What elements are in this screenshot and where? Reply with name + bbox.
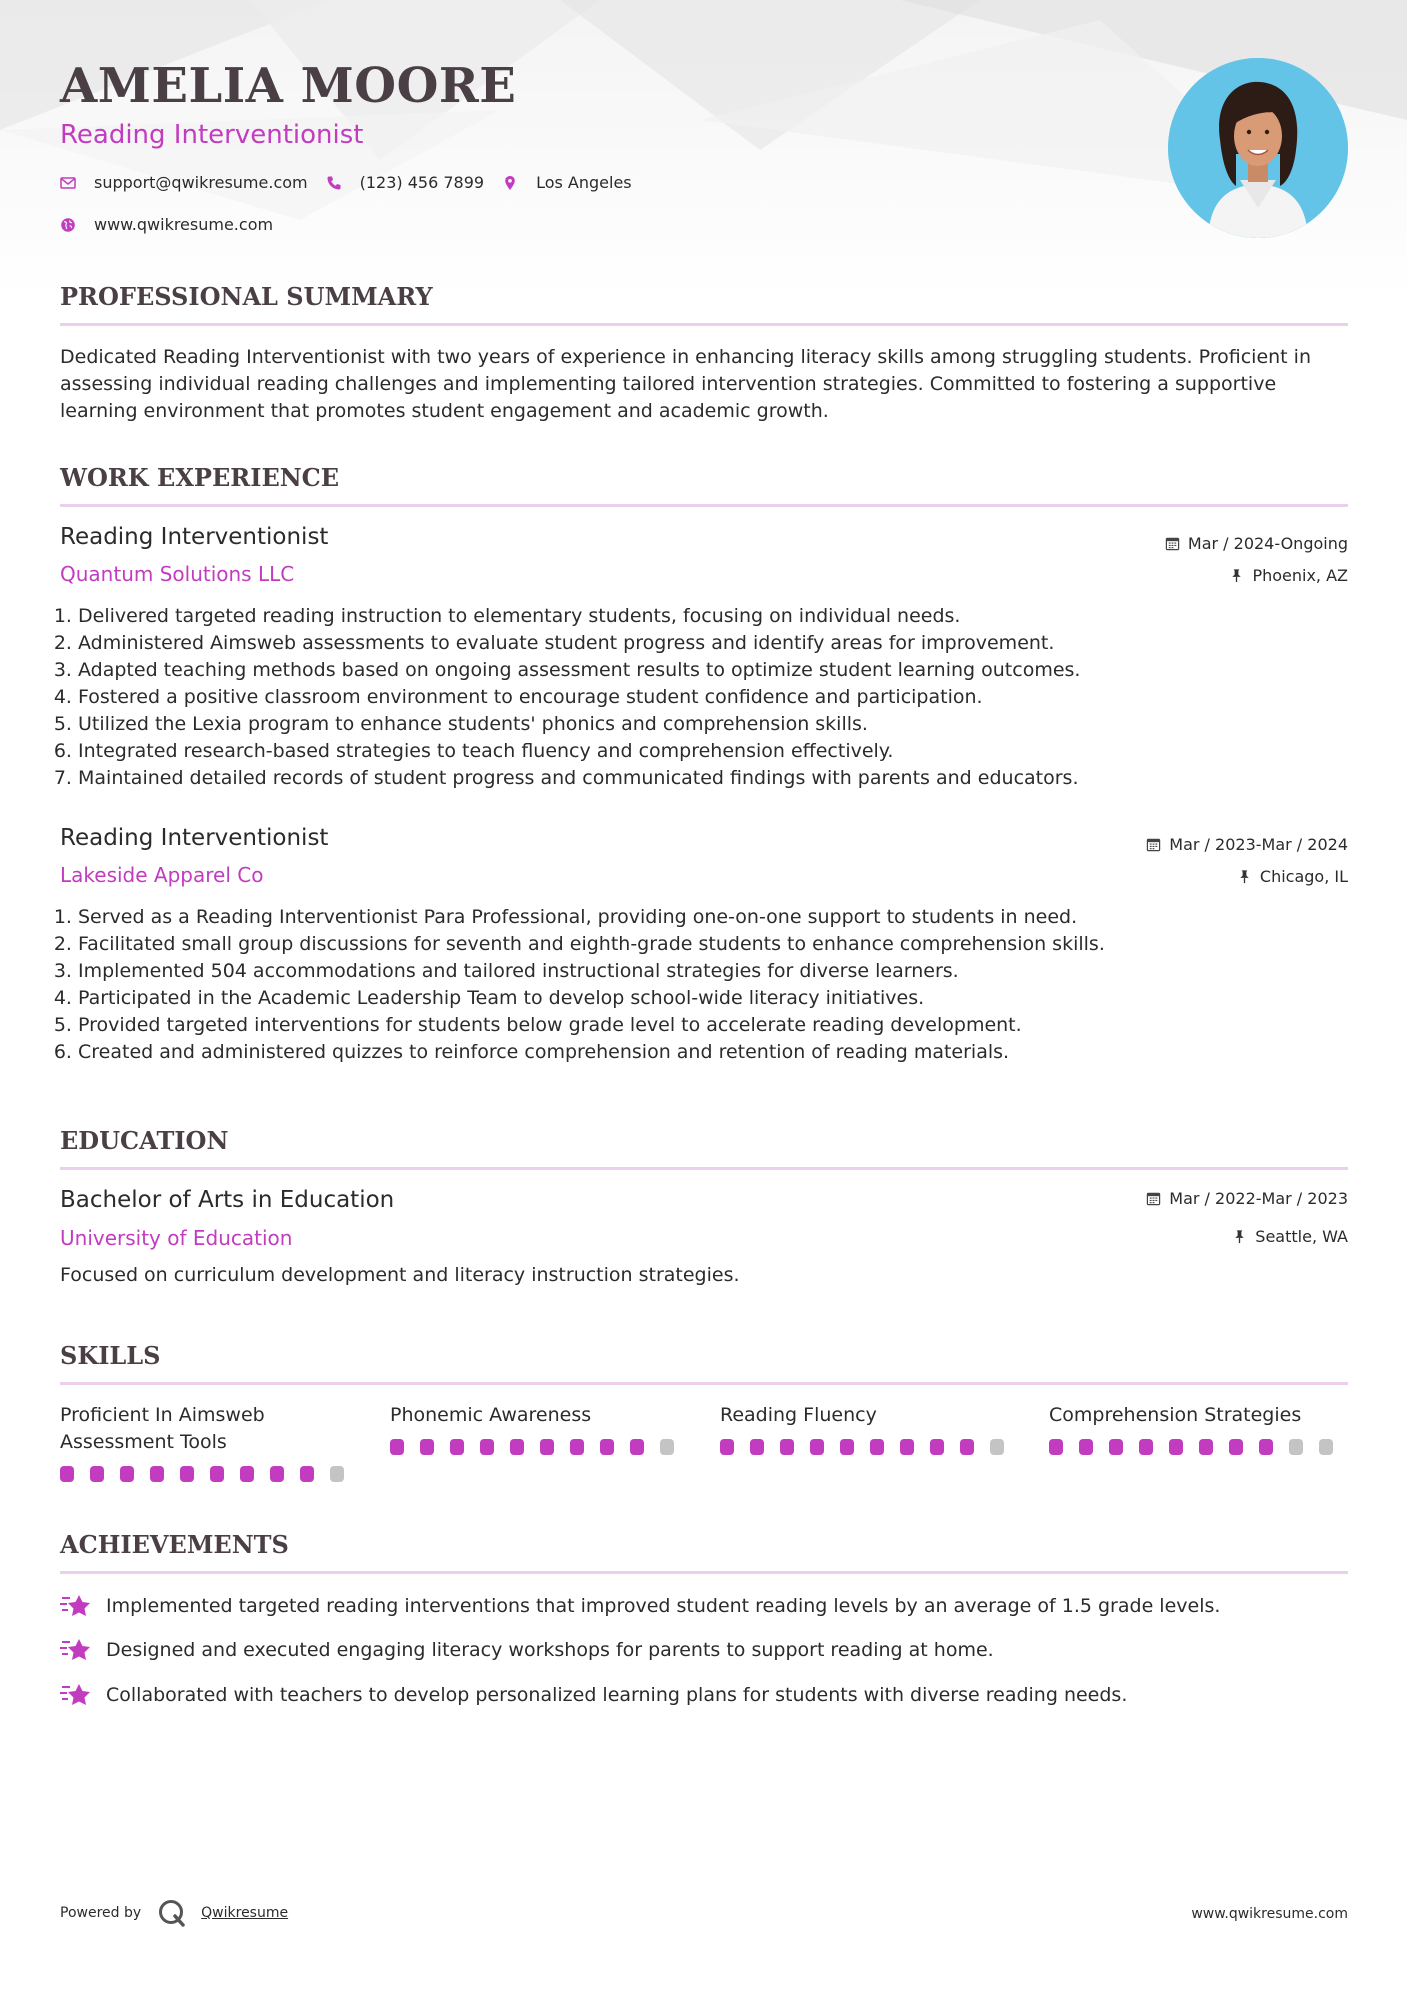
education-dates-text: Mar / 2022-Mar / 2023 bbox=[1169, 1189, 1348, 1208]
job-location-text: Chicago, IL bbox=[1259, 867, 1348, 886]
qwikresume-logo-icon bbox=[157, 1898, 187, 1928]
pushpin-icon bbox=[1237, 869, 1252, 884]
education-dates bbox=[1146, 1189, 1348, 1208]
skill-dot-filled bbox=[120, 1466, 134, 1482]
skill-dot-filled bbox=[750, 1439, 764, 1455]
skill-dot-filled bbox=[540, 1439, 554, 1455]
contact-row-website bbox=[60, 215, 291, 234]
phone-text: (123) 456 7899 bbox=[359, 173, 485, 192]
section-heading-experience: WORK EXPERIENCE bbox=[60, 463, 1348, 507]
education-description: Focused on curriculum development and literacy instruction strategies. bbox=[60, 1264, 740, 1286]
calendar-icon bbox=[1146, 837, 1161, 852]
section-heading-achievements: ACHIEVEMENTS bbox=[60, 1530, 1348, 1574]
job-location bbox=[1237, 867, 1348, 886]
list-item: 3. Implemented 504 accommodations and tailored instructional strategies for diverse learners. bbox=[78, 958, 1348, 985]
list-item: 6. Integrated research-based strategies to teach fluency and comprehension effectively. bbox=[78, 738, 1348, 765]
skill-dot-filled bbox=[570, 1439, 584, 1455]
pushpin-icon bbox=[1229, 568, 1244, 583]
skill-item bbox=[720, 1402, 1020, 1455]
job-location-text: Phoenix, AZ bbox=[1252, 566, 1348, 585]
school-name: University of Education bbox=[60, 1226, 293, 1250]
achievement-text: Collaborated with teachers to develop personalized learning plans for students with diverse reading needs. bbox=[106, 1684, 1128, 1706]
skill-dot-filled bbox=[1079, 1439, 1093, 1455]
skill-name: Reading Fluency bbox=[720, 1404, 877, 1426]
skill-dot-filled bbox=[1139, 1439, 1153, 1455]
achievement-text: Designed and executed engaging literacy workshops for parents to support reading at home. bbox=[106, 1639, 994, 1661]
job-duties-list bbox=[60, 603, 1348, 792]
list-item: 3. Adapted teaching methods based on ongoing assessment results to optimize student learning outcomes. bbox=[78, 657, 1348, 684]
section-heading-education: EDUCATION bbox=[60, 1126, 1348, 1170]
skill-dot-filled bbox=[840, 1439, 854, 1455]
skill-name: Comprehension Strategies bbox=[1049, 1404, 1302, 1426]
globe-icon bbox=[60, 217, 76, 233]
profile-photo bbox=[1168, 58, 1348, 238]
list-item: 2. Facilitated small group discussions for seventh and eighth-grade students to enhance comprehension skills. bbox=[78, 931, 1348, 958]
skill-rating bbox=[390, 1439, 690, 1455]
footer-url[interactable]: www.qwikresume.com bbox=[1191, 1906, 1348, 1922]
skill-dot-filled bbox=[90, 1466, 104, 1482]
calendar-icon bbox=[1146, 1191, 1161, 1206]
skill-dot-filled bbox=[1109, 1439, 1123, 1455]
skill-dot-empty bbox=[660, 1439, 674, 1455]
list-item: 5. Provided targeted interventions for students below grade level to accelerate reading development. bbox=[78, 1012, 1348, 1039]
list-item: 4. Fostered a positive classroom environment to encourage student confidence and participation. bbox=[78, 684, 1348, 711]
map-pin-icon bbox=[502, 175, 518, 191]
summary-text: Dedicated Reading Interventionist with two years of experience in enhancing literacy skills among struggling students. Proficient in assessing individual reading challenges and implementing tailored intervention strategies. Committed to fostering a supportive learning environment that promotes student engagement and academic growth. bbox=[60, 346, 1311, 422]
section-heading-skills: SKILLS bbox=[60, 1341, 1348, 1385]
skill-dot-filled bbox=[1199, 1439, 1213, 1455]
website-text: www.qwikresume.com bbox=[94, 215, 274, 234]
skill-name: Phonemic Awareness bbox=[390, 1404, 592, 1426]
education-location-text: Seattle, WA bbox=[1255, 1227, 1348, 1246]
list-item: 6. Created and administered quizzes to reinforce comprehension and retention of reading materials. bbox=[78, 1039, 1348, 1066]
job-title: Reading Interventionist bbox=[60, 825, 329, 851]
contact-phone[interactable] bbox=[326, 173, 484, 192]
skill-dot-filled bbox=[450, 1439, 464, 1455]
job-dates bbox=[1165, 534, 1348, 553]
skill-dot-filled bbox=[390, 1439, 404, 1455]
job-company: Quantum Solutions LLC bbox=[60, 562, 295, 586]
contact-website[interactable] bbox=[60, 215, 273, 234]
list-item: 4. Participated in the Academic Leadership Team to develop school-wide literacy initiatives. bbox=[78, 985, 1348, 1012]
skill-dot-filled bbox=[1169, 1439, 1183, 1455]
list-item: 7. Maintained detailed records of student progress and communicated findings with parents and educators. bbox=[78, 765, 1348, 792]
skill-rating bbox=[60, 1466, 360, 1482]
contact-row bbox=[60, 173, 650, 192]
skill-dot-filled bbox=[1229, 1439, 1243, 1455]
contact-email[interactable] bbox=[60, 173, 308, 192]
achievement-item bbox=[60, 1636, 994, 1664]
job-duties-list bbox=[60, 904, 1348, 1066]
skill-dot-filled bbox=[180, 1466, 194, 1482]
candidate-title: Reading Interventionist bbox=[60, 120, 364, 150]
job-dates-text: Mar / 2024-Ongoing bbox=[1187, 534, 1348, 553]
section-heading-summary: PROFESSIONAL SUMMARY bbox=[60, 282, 1348, 326]
pushpin-icon bbox=[1232, 1229, 1247, 1244]
powered-by-label: Powered by bbox=[60, 1905, 142, 1921]
skill-dot-empty bbox=[1319, 1439, 1333, 1455]
skill-dot-filled bbox=[930, 1439, 944, 1455]
skill-dot-filled bbox=[960, 1439, 974, 1455]
envelope-icon bbox=[60, 175, 76, 191]
skill-dot-filled bbox=[510, 1439, 524, 1455]
skill-item bbox=[1049, 1402, 1349, 1455]
skill-dot-empty bbox=[1289, 1439, 1303, 1455]
skill-dot-filled bbox=[900, 1439, 914, 1455]
job-title: Reading Interventionist bbox=[60, 524, 329, 550]
skill-dot-filled bbox=[600, 1439, 614, 1455]
calendar-icon bbox=[1165, 536, 1180, 551]
email-text: support@qwikresume.com bbox=[94, 173, 308, 192]
skill-dot-filled bbox=[420, 1439, 434, 1455]
skill-dot-filled bbox=[270, 1466, 284, 1482]
skill-dot-filled bbox=[240, 1466, 254, 1482]
skill-dot-filled bbox=[810, 1439, 824, 1455]
qwikresume-link[interactable]: Qwikresume bbox=[201, 1905, 289, 1921]
skill-dot-filled bbox=[1259, 1439, 1273, 1455]
star-badge-icon bbox=[60, 1592, 92, 1620]
skill-dot-filled bbox=[60, 1466, 74, 1482]
list-item: 1. Delivered targeted reading instruction to elementary students, focusing on individual needs. bbox=[78, 603, 1348, 630]
skill-dot-filled bbox=[630, 1439, 644, 1455]
skill-dot-empty bbox=[330, 1466, 344, 1482]
location-text: Los Angeles bbox=[536, 173, 632, 192]
skill-rating bbox=[720, 1439, 1020, 1455]
candidate-name: AMELIA MOORE bbox=[60, 58, 517, 114]
job-company: Lakeside Apparel Co bbox=[60, 863, 264, 887]
phone-icon bbox=[326, 175, 342, 191]
skill-dot-filled bbox=[300, 1466, 314, 1482]
star-badge-icon bbox=[60, 1636, 92, 1664]
skill-dot-filled bbox=[720, 1439, 734, 1455]
skill-dot-filled bbox=[870, 1439, 884, 1455]
contact-location bbox=[502, 173, 632, 192]
job-location bbox=[1229, 566, 1348, 585]
star-badge-icon bbox=[60, 1681, 92, 1709]
skill-dot-filled bbox=[150, 1466, 164, 1482]
education-location bbox=[1232, 1227, 1348, 1246]
avatar-illustration bbox=[1168, 58, 1348, 238]
job-dates-text: Mar / 2023-Mar / 2024 bbox=[1169, 835, 1348, 854]
skill-dot-filled bbox=[210, 1466, 224, 1482]
degree-title: Bachelor of Arts in Education bbox=[60, 1187, 395, 1213]
list-item: 2. Administered Aimsweb assessments to evaluate student progress and identify areas for improvement. bbox=[78, 630, 1348, 657]
skill-name: Proficient In Aimsweb Assessment Tools bbox=[60, 1404, 265, 1453]
skill-dot-filled bbox=[480, 1439, 494, 1455]
footer-powered-by bbox=[60, 1898, 288, 1928]
skill-dot-filled bbox=[780, 1439, 794, 1455]
job-dates bbox=[1146, 835, 1348, 854]
skill-dot-empty bbox=[990, 1439, 1004, 1455]
skill-item bbox=[390, 1402, 690, 1455]
achievement-text: Implemented targeted reading interventions that improved student reading levels by an average of 1.5 grade levels. bbox=[106, 1595, 1221, 1617]
achievement-item bbox=[60, 1592, 1220, 1620]
skill-rating bbox=[1049, 1439, 1349, 1455]
skill-item bbox=[60, 1402, 360, 1482]
list-item: 1. Served as a Reading Interventionist Para Professional, providing one-on-one support to students in need. bbox=[78, 904, 1348, 931]
skill-dot-filled bbox=[1049, 1439, 1063, 1455]
achievement-item bbox=[60, 1681, 1127, 1709]
list-item: 5. Utilized the Lexia program to enhance students' phonics and comprehension skills. bbox=[78, 711, 1348, 738]
